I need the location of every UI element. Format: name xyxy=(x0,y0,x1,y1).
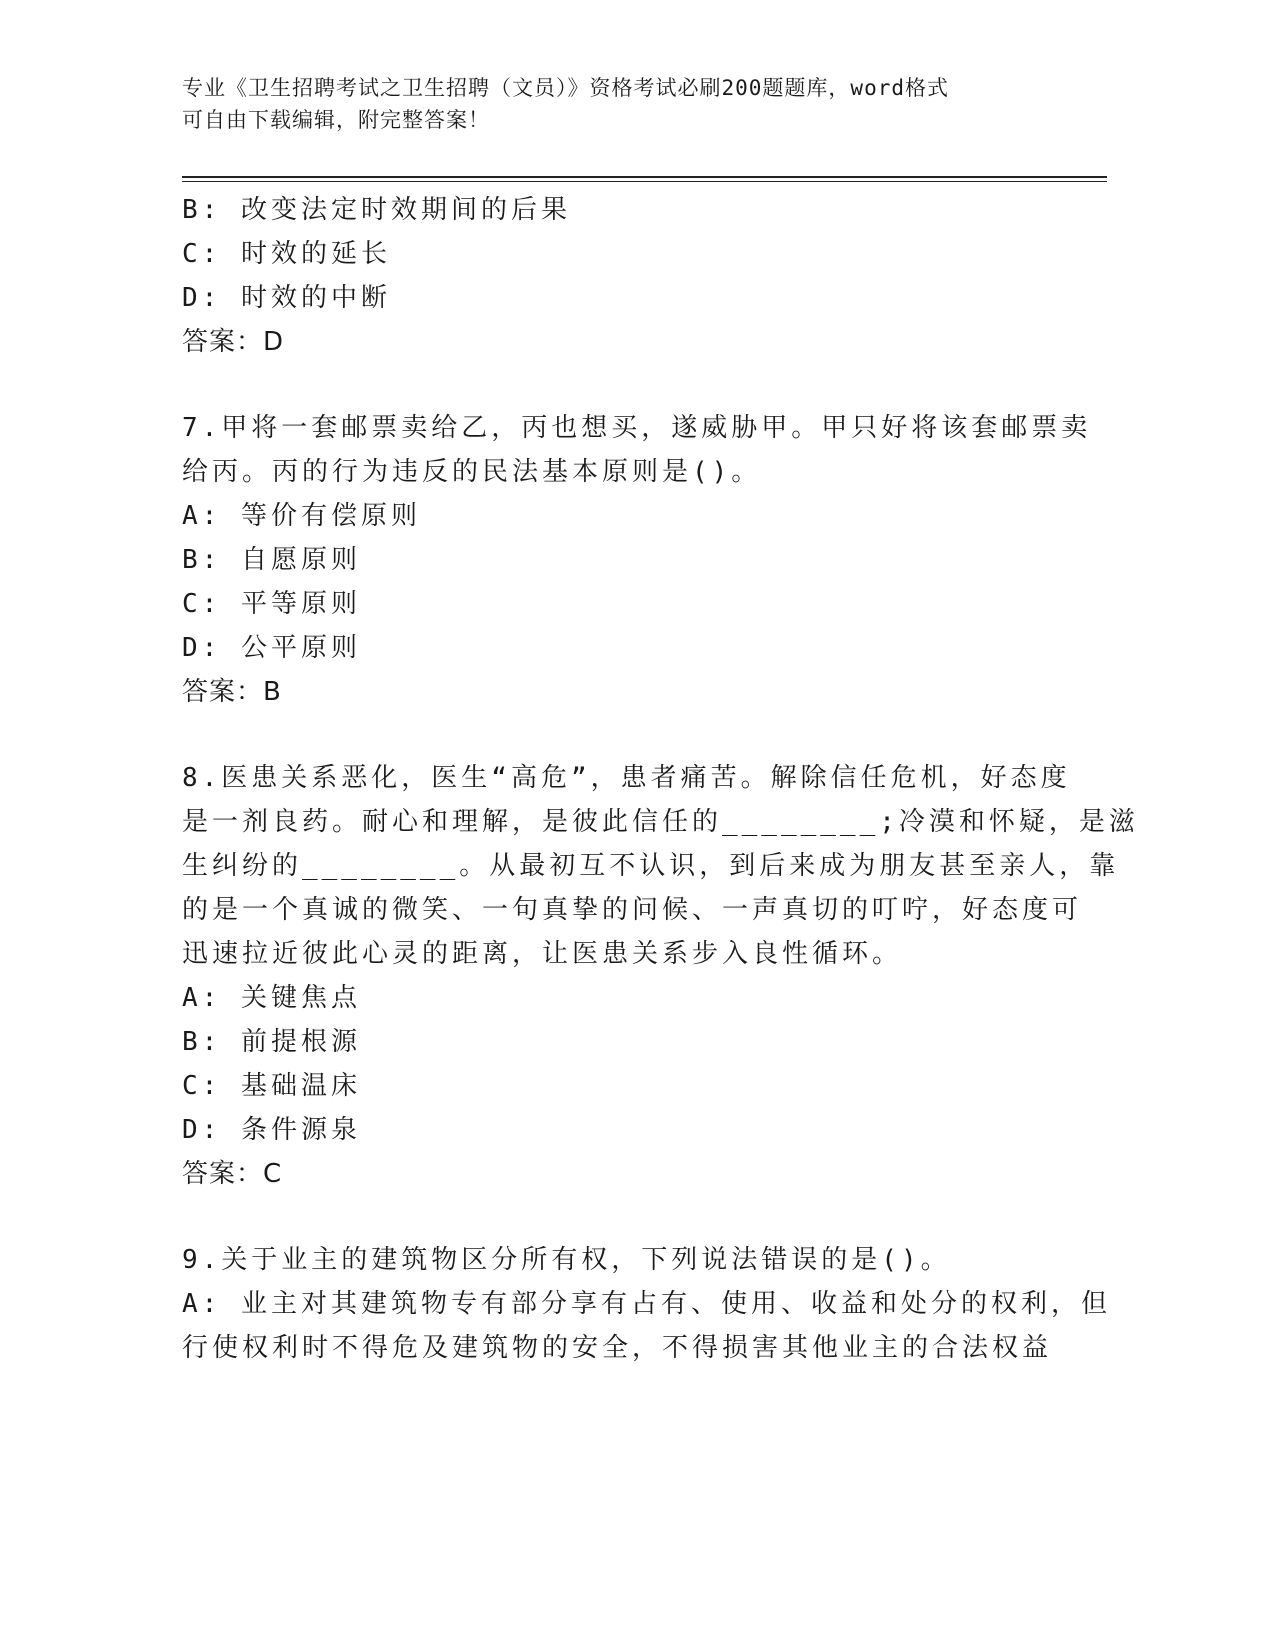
header-title-line-1: 专业《卫生招聘考试之卫生招聘（文员）》资格考试必刷200题题库，word格式 xyxy=(182,76,949,100)
header-title-line-2: 可自由下载编辑，附完整答案！ xyxy=(182,108,490,132)
option-b: B: 改变法定时效期间的后果 xyxy=(182,195,571,225)
option-b: B: 前提根源 xyxy=(182,1027,361,1057)
question-list xyxy=(182,188,1139,1370)
answer-line: 答案：B xyxy=(182,677,282,707)
question-stem-line: 的是一个真诚的微笑、一句真挚的问候、一声真切的叮咛，好态度可 xyxy=(182,895,1083,925)
option-c: C: 时效的延长 xyxy=(182,239,391,269)
question-spacer xyxy=(182,714,1062,756)
option-a: A: 关键焦点 xyxy=(182,983,361,1013)
option-b: B: 自愿原则 xyxy=(182,545,361,575)
option-d: D: 条件源泉 xyxy=(182,1115,361,1145)
question-spacer xyxy=(182,364,1062,406)
header-rule-thick xyxy=(182,176,1107,178)
option-d: D: 时效的中断 xyxy=(182,283,391,313)
option-d: D: 公平原则 xyxy=(182,633,361,663)
question-stem-line: 迅速拉近彼此心灵的距离，让医患关系步入良性循环。 xyxy=(182,939,903,969)
option-c: C: 基础温床 xyxy=(182,1071,361,1101)
question-spacer xyxy=(182,1196,1062,1238)
question-7 xyxy=(182,406,1092,714)
question-stem-line: 8.医患关系恶化，医生“高危”，患者痛苦。解除信任危机，好态度 xyxy=(182,763,1071,793)
question-9 xyxy=(182,1238,1111,1370)
answer-line: 答案：D xyxy=(182,327,285,357)
header-rule-thin xyxy=(182,181,1107,182)
question-8 xyxy=(182,756,1139,1196)
question-stem-line: 9.关于业主的建筑物区分所有权，下列说法错误的是()。 xyxy=(182,1245,951,1275)
question-stem-line: 7.甲将一套邮票卖给乙，丙也想买，遂威胁甲。甲只好将该套邮票卖 xyxy=(182,413,1092,443)
option-a: A: 等价有偿原则 xyxy=(182,501,421,531)
option-a: A: 业主对其建筑物专有部分享有占有、使用、收益和处分的权利，但 xyxy=(182,1289,1111,1319)
page-header xyxy=(182,72,1062,136)
question-stem-line: 给丙。丙的行为违反的民法基本原则是()。 xyxy=(182,457,762,487)
option-c: C: 平等原则 xyxy=(182,589,361,619)
answer-line: 答案：C xyxy=(182,1159,283,1189)
option-a-continued: 行使权利时不得危及建筑物的安全，不得损害其他业主的合法权益 xyxy=(182,1333,1053,1363)
question-stem-line: 生纠纷的________。从最初互不认识，到后来成为朋友甚至亲人，靠 xyxy=(182,851,1120,881)
question-stem-line: 是一剂良药。耐心和理解，是彼此信任的________;冷漠和怀疑，是滋 xyxy=(182,807,1139,837)
question-6-remainder xyxy=(182,188,1062,364)
